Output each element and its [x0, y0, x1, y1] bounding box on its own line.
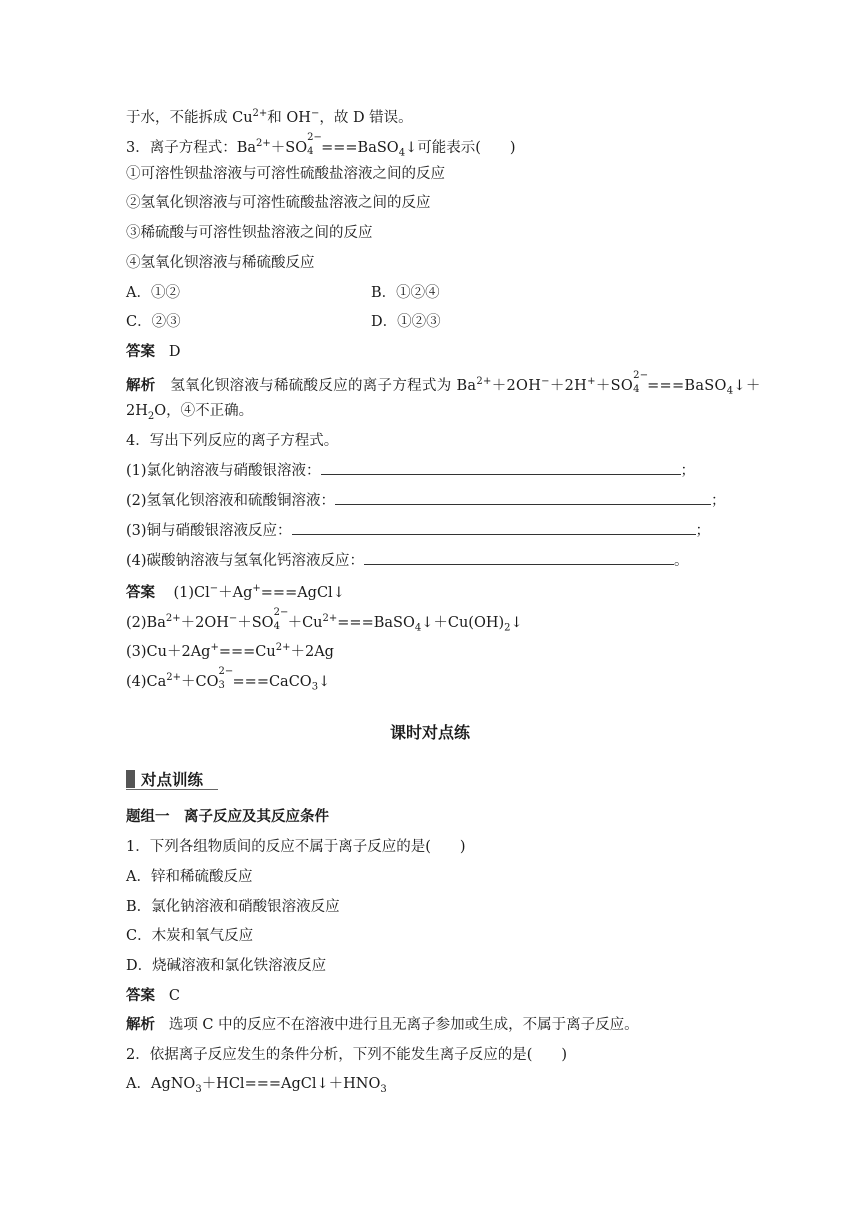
practice-q1-option-b: B．氯化钠溶液和硝酸银溶液反应 — [126, 899, 340, 915]
question-3-option-c: C．②③ — [126, 314, 181, 330]
question-3-option-d: D．①②③ — [371, 314, 441, 330]
practice-q1-option-a: A．锌和稀硫酸反应 — [126, 869, 253, 885]
answer-blank-1[interactable] — [321, 460, 681, 475]
section-bar-icon — [126, 770, 135, 788]
question-4-answer-3: $(3)Cu+2Ag^+===Cu^{2+}+2Ag$ — [126, 642, 334, 660]
question-4-part-3: (3)铜与硝酸银溶液反应： ； — [126, 520, 710, 541]
question-3-item-4: ④氢氧化钡溶液与稀硫酸反应 — [126, 255, 315, 271]
answer-blank-4[interactable] — [364, 550, 674, 565]
practice-q1-option-d: D．烧碱溶液和氯化铁溶液反应 — [126, 958, 327, 974]
question-4-stem: 4．写出下列反应的离子方程式。 — [126, 433, 339, 449]
answer-blank-2[interactable] — [335, 490, 711, 505]
section-underline — [126, 789, 218, 790]
section-subheading: 对点训练 — [126, 768, 203, 790]
question-3-explanation-cont: $2H_2O$，④不正确。 — [126, 403, 254, 422]
question-3-item-2: ②氢氧化钡溶液与可溶性硫酸盐溶液之间的反应 — [126, 195, 431, 211]
explanation-continuation: 于水，不能拆成 $Cu^{2+}$和 OH−，故 D 错误。 — [126, 108, 413, 126]
question-3-explanation: 解析 氢氧化钡溶液与稀硫酸反应的离子方程式为 $Ba^{2+}+2OH^-+2H^++SO$ 2− 4 ===BaSO$_4$↓＋ — [126, 369, 761, 397]
group-heading: 题组一 离子反应及其反应条件 — [126, 809, 329, 825]
practice-q2-option-a: A．$AgNO_3+HCl===AgCl↓+HNO_3$ — [126, 1076, 387, 1095]
practice-q1-stem: 1．下列各组物质间的反应不属于离子反应的是( ) — [126, 839, 466, 855]
answer-blank-3[interactable] — [292, 520, 696, 535]
question-3-item-1: ①可溶性钡盐溶液与可溶性硫酸盐溶液之间的反应 — [126, 166, 445, 182]
practice-q1-explanation: 解析 选项 C 中的反应不在溶液中进行且无离子参加或生成，不属于离子反应。 — [126, 1016, 639, 1033]
question-4-answer-4: $(4)Ca^{2+}+CO$ 2− 3 ===CaCO$_3$↓ — [126, 665, 331, 693]
question-3-option-b: B．①②④ — [371, 285, 440, 301]
question-3-option-a: A．①② — [126, 285, 180, 301]
question-4-part-1: (1)氯化钠溶液与硝酸银溶液： ； — [126, 460, 695, 481]
section-title: 课时对点练 — [389, 723, 470, 742]
practice-q1-option-c: C．木炭和氧气反应 — [126, 928, 254, 944]
question-4-answer-1: 答案 (1)Cl−＋Ag+===AgCl↓ — [126, 583, 345, 601]
question-3-stem: 3．离子方程式：$Ba^{2+}+SO$ 2− 4 ===BaSO$_4$↓可能表示( ) — [126, 131, 516, 159]
practice-q1-answer: 答案 C — [126, 987, 180, 1004]
question-4-part-4: (4)碳酸钠溶液与氢氧化钙溶液反应： 。 — [126, 550, 689, 571]
question-4-part-2: (2)氢氧化钡溶液和硫酸铜溶液： ； — [126, 490, 726, 511]
question-3-answer: 答案 D — [126, 343, 181, 360]
practice-q2-stem: 2．依据离子反应发生的条件分析，下列不能发生离子反应的是( ) — [126, 1047, 568, 1063]
question-4-answer-2: $(2)Ba^{2+}+2OH^-+SO$ 2− 4 $+Cu^{2+}===BaSO_4↓+Cu(OH)_2↓$ — [126, 606, 523, 634]
question-3-item-3: ③稀硫酸与可溶性钡盐溶液之间的反应 — [126, 225, 373, 241]
